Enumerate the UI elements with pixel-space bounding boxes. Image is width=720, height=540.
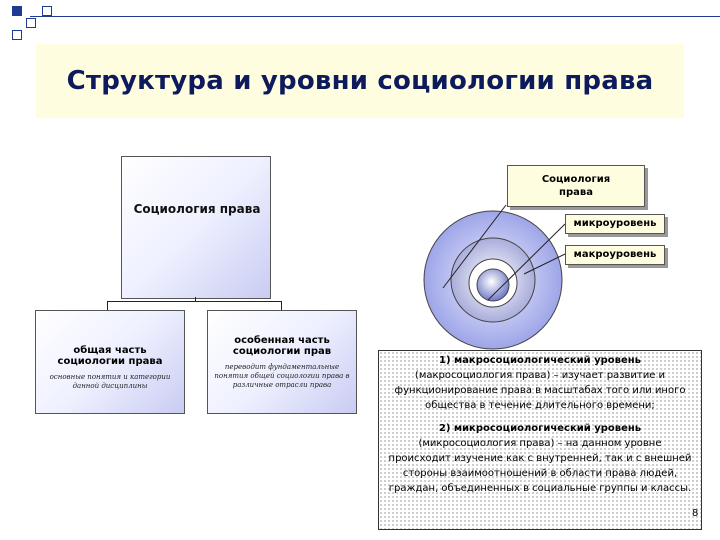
child-node-special: [207, 310, 357, 414]
core-circle: [477, 269, 509, 301]
macro-text: (макросоциология права) – изучает развитие и функционирование права в масштабах того или иного общества в течение длительного времени;: [394, 370, 686, 411]
root-node-label: Социология права: [133, 202, 261, 216]
child-special-title: особенная часть социологии прав: [232, 335, 332, 357]
header-rule: [30, 16, 720, 17]
title-band: [36, 44, 684, 118]
corner-square-3: [12, 30, 22, 40]
micro-level-label: микроуровень: [573, 218, 657, 229]
levels-label-box: [507, 165, 645, 207]
pointer-line-macro: [524, 254, 565, 274]
pointer-line-soc: [443, 205, 506, 288]
connector-horizontal: [107, 301, 281, 302]
inner-ring: [469, 259, 517, 307]
levels-description-box: [378, 350, 702, 530]
page-number: 8: [692, 508, 699, 519]
micro-heading: 2) микросоциологический уровень: [438, 423, 642, 434]
macro-level-label: макроуровень: [573, 249, 657, 260]
macro-level-box: [565, 245, 665, 265]
child-special-description: переводит фундаментальные понятия общей социологии права в различные отрасли права: [214, 363, 350, 389]
middle-ring: [451, 238, 535, 322]
levels-label: Социология права: [541, 174, 611, 198]
root-node-box: [121, 156, 271, 299]
child-node-general: [35, 310, 185, 414]
outer-ring: [424, 211, 562, 349]
macro-heading: 1) макросоциологический уровень: [438, 355, 641, 366]
page-title: Структура и уровни социологии права: [66, 66, 654, 96]
child-general-title: общая часть социологии права: [57, 345, 163, 367]
corner-square-1: [12, 6, 22, 16]
connector-left: [107, 301, 108, 310]
pointer-line-micro: [488, 224, 565, 300]
child-general-description: основные понятия и категории данной дисциплины: [49, 373, 171, 390]
connector-right: [281, 301, 282, 310]
micro-text: (микросоциология права) – на данном уровне происходит изучение как с внутренней, так и с внешней стороны взаимоотношений в области права людей, граждан, объединенных в социальные группы и классы.: [388, 438, 692, 494]
corner-square-2: [26, 18, 36, 28]
corner-square-4: [42, 6, 52, 16]
micro-level-box: [565, 214, 665, 234]
